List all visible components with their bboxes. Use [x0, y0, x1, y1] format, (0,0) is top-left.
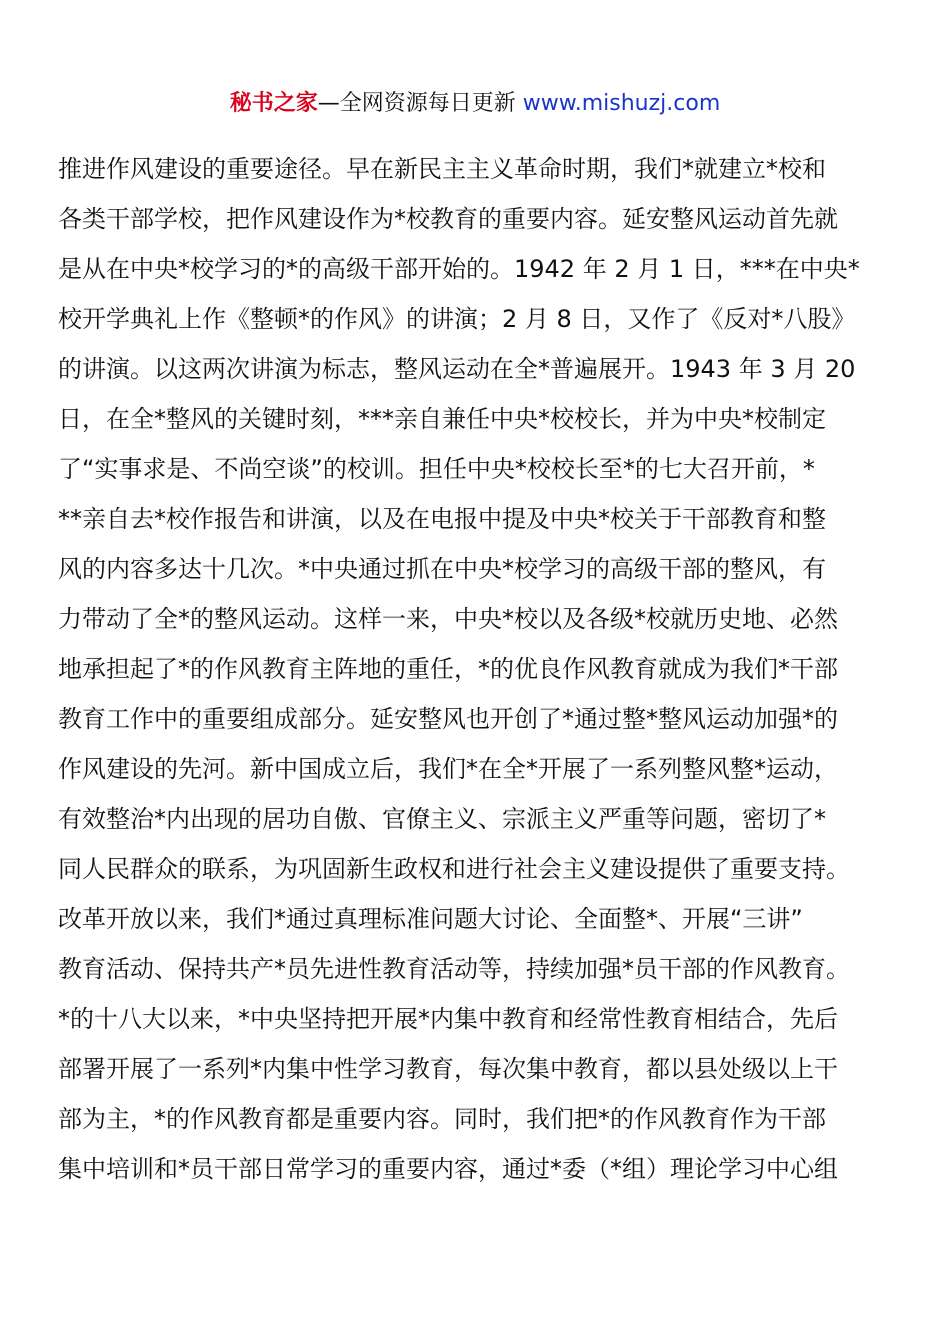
text-line: 教育活动、保持共产*员先进性教育活动等，持续加强*员干部的作风教育。: [58, 955, 850, 983]
text-line: 集中培训和*员干部日常学习的重要内容，通过*委（*组）理论学习中心组: [58, 1155, 838, 1183]
text-line: 作风建设的先河。新中国成立后，我们*在全*开展了一系列整风整*运动，: [58, 755, 838, 783]
brand-name: 秘书之家: [229, 91, 318, 116]
text-line: 部署开展了一系列*内集中性学习教育，每次集中教育，都以县处级以上干: [58, 1055, 838, 1083]
text-line: 同人民群众的联系，为巩固新生政权和进行社会主义建设提供了重要支持。: [58, 855, 850, 883]
text-line: 风的内容多达十几次。*中央通过抓在中央*校学习的高级干部的整风，有: [58, 555, 826, 583]
text-line: 日，在全*整风的关键时刻，***亲自兼任中央*校校长，并为中央*校制定: [58, 405, 826, 433]
text-line: 教育工作中的重要组成部分。延安整风也开创了*通过整*整风运动加强*的: [58, 705, 838, 733]
text-line: 地承担起了*的作风教育主阵地的重任，*的优良作风教育就成为我们*干部: [58, 655, 838, 683]
text-line: 推进作风建设的重要途径。早在新民主主义革命时期，我们*就建立*校和: [58, 155, 826, 183]
text-line: 是从在中央*校学习的*的高级干部开始的。1942 年 2 月 1 日，***在中央*: [58, 255, 860, 283]
text-line: 部为主，*的作风教育都是重要内容。同时，我们把*的作风教育作为干部: [58, 1105, 826, 1133]
text-line: **亲自去*校作报告和讲演，以及在电报中提及中央*校关于干部教育和整: [58, 505, 826, 533]
text-line: 改革开放以来，我们*通过真理标准问题大讨论、全面整*、开展“三讲”: [58, 905, 803, 933]
text-line: 各类干部学校，把作风建设作为*校教育的重要内容。延安整风运动首先就: [58, 205, 838, 233]
text-line: 校开学典礼上作《整顿*的作风》的讲演；2 月 8 日，又作了《反对*八股》: [58, 305, 856, 333]
text-line: 有效整治*内出现的居功自傲、官僚主义、宗派主义严重等问题，密切了*: [58, 805, 826, 833]
site-url-link[interactable]: www.mishuzj.com: [522, 91, 721, 116]
text-line: 的讲演。以这两次讲演为标志，整风运动在全*普遍展开。1943 年 3 月 20: [58, 355, 856, 383]
text-line: *的十八大以来，*中央坚持把开展*内集中教育和经常性教育相结合，先后: [58, 1005, 838, 1033]
site-header: [0, 88, 950, 120]
text-line: 力带动了全*的整风运动。这样一来，中央*校以及各级*校就历史地、必然: [58, 605, 838, 633]
text-line: 了“实事求是、不尚空谈”的校训。担任中央*校校长至*的七大召开前，*: [58, 455, 815, 483]
header-slogan: —全网资源每日更新: [317, 91, 523, 116]
document-body: [58, 150, 898, 1200]
